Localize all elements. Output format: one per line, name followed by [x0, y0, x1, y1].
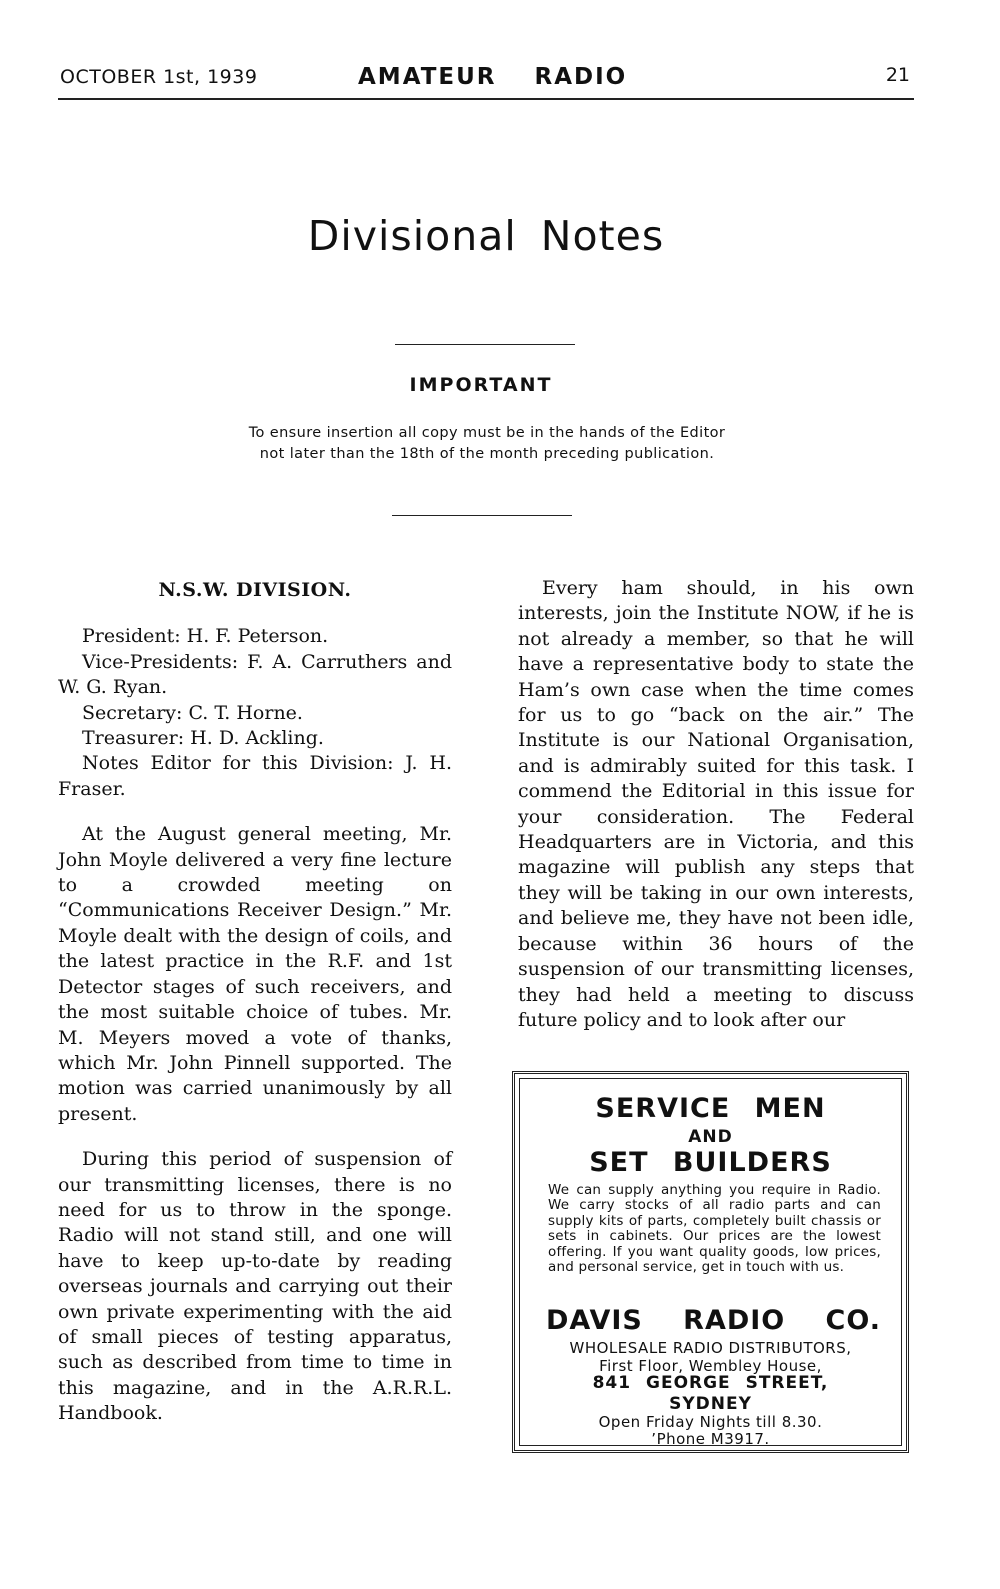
ad-heading-and: AND	[688, 1127, 733, 1147]
institute-paragraph: Every ham should, in his own interests, join the Institute NOW, if he is not already a member, so that he will have a representative body to state the Ham’s own case when the time comes for us to go “back on the air.” The Institute is our National Organisation, and is admirably suited for this task. I commend the Editorial in this issue for your consideration. The Federal Headquarters are in Victoria, and this magazine will publish any steps that they will be taking in our own interests, and believe me, they have not been idle, because within 36 hours of the suspension of our transmitting licenses, they had held a meeting to discuss future policy and to look after our	[518, 577, 914, 1031]
officer-treasurer: Treasurer: H. D. Ackling.	[82, 727, 324, 750]
ad-company-name: DAVIS RADIO CO.	[546, 1305, 881, 1336]
ad-body-text: We can supply anything you require in Radio. We carry stocks of all radio parts and can supply kits of parts, completely built chassis or sets in cabinets. Our prices are the lowest offering. If you want quality goods, low prices, and personal service, get in touch with us.	[548, 1182, 881, 1276]
meeting-paragraph: At the August general meeting, Mr. John Moyle delivered a very fine lecture to a crowded meeting on “Communications Receiver Design.” Mr. Moyle dealt with the design of coils, and the latest practice in the R.F. and 1st Detector stages of such receivers, and the most suitable choice of tubes. Mr. M. Meyers moved a vote of thanks, which Mr. John Pinnell supported. The motion was carried unanimously by all present.	[58, 823, 452, 1125]
ad-phone: ’Phone M3917.	[651, 1430, 770, 1448]
ad-inner-border	[519, 1078, 902, 1446]
left-column	[58, 576, 452, 1427]
ad-tagline: WHOLESALE RADIO DISTRIBUTORS,	[569, 1339, 852, 1357]
officer-notes-editor: Notes Editor for this Division: J. H. Fraser.	[58, 752, 452, 800]
divider-bottom	[392, 515, 572, 516]
page-title: Divisional Notes	[307, 212, 665, 260]
ad-heading-service-men: SERVICE MEN	[595, 1093, 826, 1124]
ad-city: SYDNEY	[669, 1394, 752, 1414]
issue-date: OCTOBER 1st, 1939	[60, 66, 258, 88]
davis-radio-advertisement	[512, 1071, 909, 1453]
division-heading: N.S.W. DIVISION.	[158, 579, 352, 601]
important-heading: IMPORTANT	[409, 374, 553, 396]
ad-street: 841 GEORGE STREET,	[592, 1373, 829, 1393]
right-column	[518, 576, 914, 1033]
ad-floor: First Floor, Wembley House,	[599, 1357, 822, 1375]
page-number: 21	[885, 64, 910, 86]
officer-president: President: H. F. Peterson.	[82, 625, 329, 648]
officer-vice-presidents: Vice-Presidents: F. A. Carruthers and W. G. Ryan.	[58, 650, 452, 699]
ad-heading-set-builders: SET BUILDERS	[589, 1147, 832, 1178]
important-notice	[0, 423, 974, 465]
important-line-1: To ensure insertion all copy must be in the hands of the Editor	[248, 425, 726, 441]
important-line-2: not later than the 18th of the month preceding publication.	[259, 446, 715, 462]
ad-hours: Open Friday Nights till 8.30.	[598, 1413, 823, 1431]
page-header	[58, 62, 914, 100]
officer-secretary: Secretary: C. T. Horne.	[82, 701, 303, 724]
magazine-title: AMATEUR RADIO	[358, 64, 628, 90]
suspension-paragraph: During this period of suspension of our transmitting licenses, there is no need for us to throw in the sponge. Radio will not stand still, and one will have to keep up-to-date by reading overseas journals and carrying out their own private experimenting with the aid of small pieces of testing apparatus, such as described from time to time in this magazine, and in the A.R.R.L. Handbook.	[58, 1148, 452, 1425]
divider-top	[395, 344, 575, 345]
